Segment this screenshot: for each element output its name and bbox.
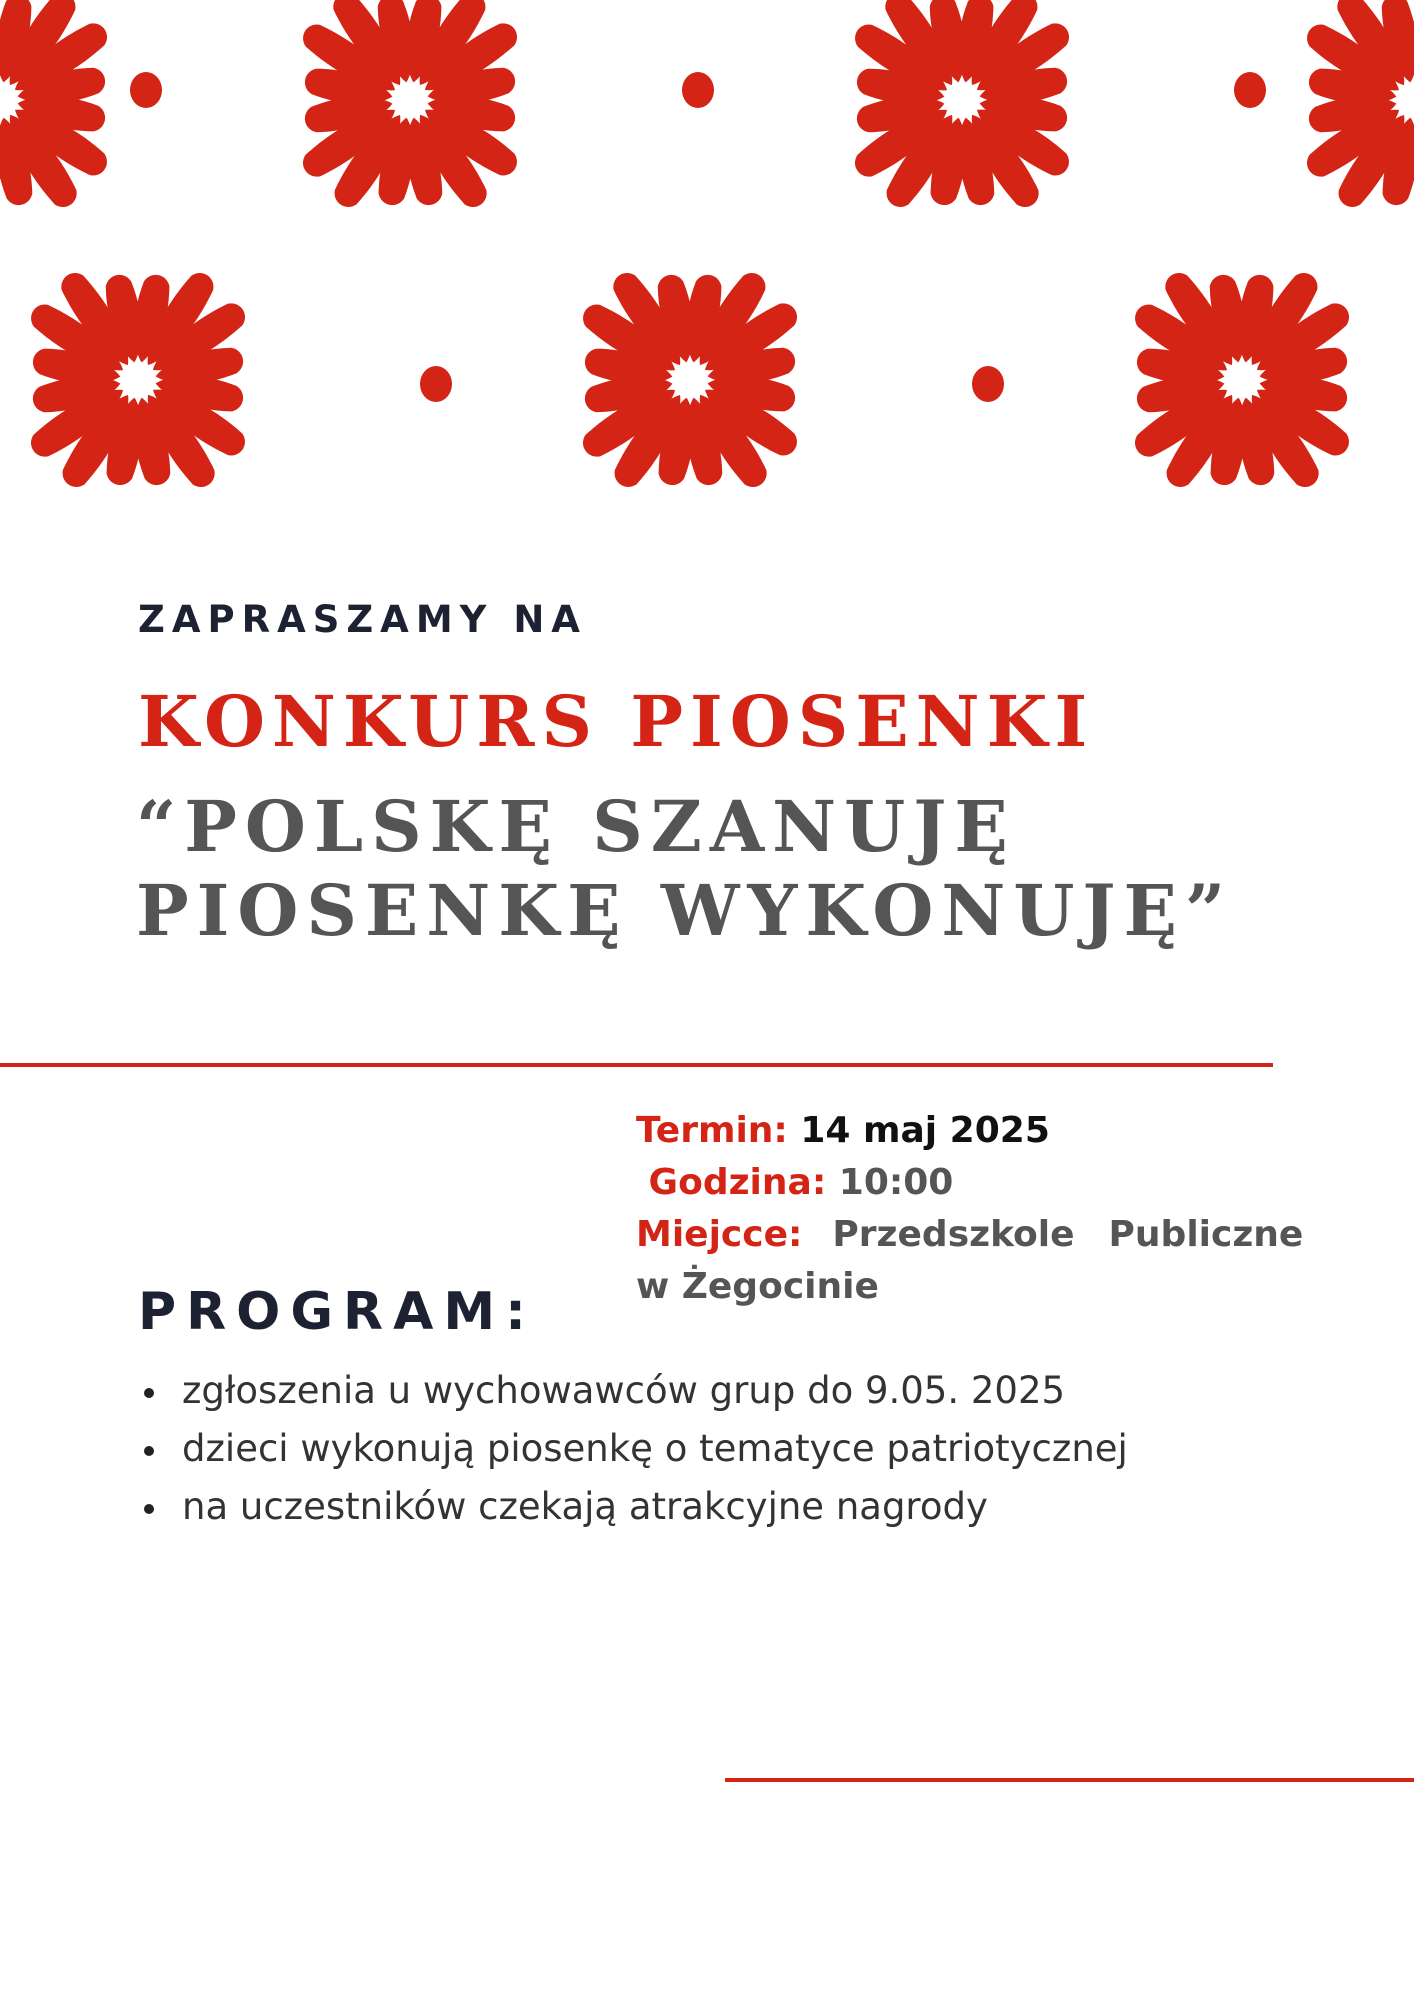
- time-value: 10:00: [838, 1162, 954, 1203]
- place-value-1: Przedszkole: [832, 1214, 1075, 1255]
- date-label: Termin:: [636, 1110, 788, 1151]
- date-row: [636, 1105, 1351, 1157]
- flower-motif: [0, 0, 113, 213]
- contest-subtitle: “POLSKĘ SZANUJĘ PIOSENKĘ WYKONUJĘ”: [136, 785, 1234, 952]
- place-label: Miejcce:: [636, 1214, 803, 1255]
- place-row-2: [636, 1261, 1351, 1313]
- time-row: [636, 1157, 1351, 1209]
- flower-motif: [1301, 0, 1414, 213]
- contest-title: KONKURS PIOSENKI: [138, 680, 1095, 763]
- pattern-dot: [420, 366, 452, 402]
- program-item: dzieci wykonują piosenkę o tematyce patriotycznej: [140, 1420, 1240, 1478]
- flower-motif: [297, 0, 524, 213]
- event-info: [636, 1105, 1351, 1313]
- place-value-3: w Żegocinie: [636, 1266, 879, 1307]
- pattern-dot: [972, 366, 1004, 402]
- pattern-dot: [130, 72, 162, 108]
- flower-motif: [577, 267, 804, 494]
- invite-text: ZAPRASZAMY NA: [138, 598, 587, 641]
- place-value-2: Publiczne: [1108, 1214, 1304, 1255]
- program-item: zgłoszenia u wychowawców grup do 9.05. 2025: [140, 1362, 1240, 1420]
- divider-bottom: [725, 1778, 1414, 1782]
- program-heading: PROGRAM:: [138, 1282, 536, 1342]
- flower-motif: [849, 0, 1076, 213]
- floral-pattern: [0, 0, 1414, 530]
- program-item: na uczestników czekają atrakcyjne nagrody: [140, 1478, 1240, 1536]
- divider-top: [0, 1063, 1273, 1067]
- date-value: 14 maj 2025: [800, 1110, 1050, 1151]
- flower-motif: [25, 267, 252, 494]
- pattern-dot: [1234, 72, 1266, 108]
- flower-motif: [1129, 267, 1356, 494]
- program-list: [140, 1362, 1240, 1536]
- time-label: Godzina:: [648, 1162, 827, 1203]
- place-row: [636, 1209, 1351, 1261]
- pattern-dot: [682, 72, 714, 108]
